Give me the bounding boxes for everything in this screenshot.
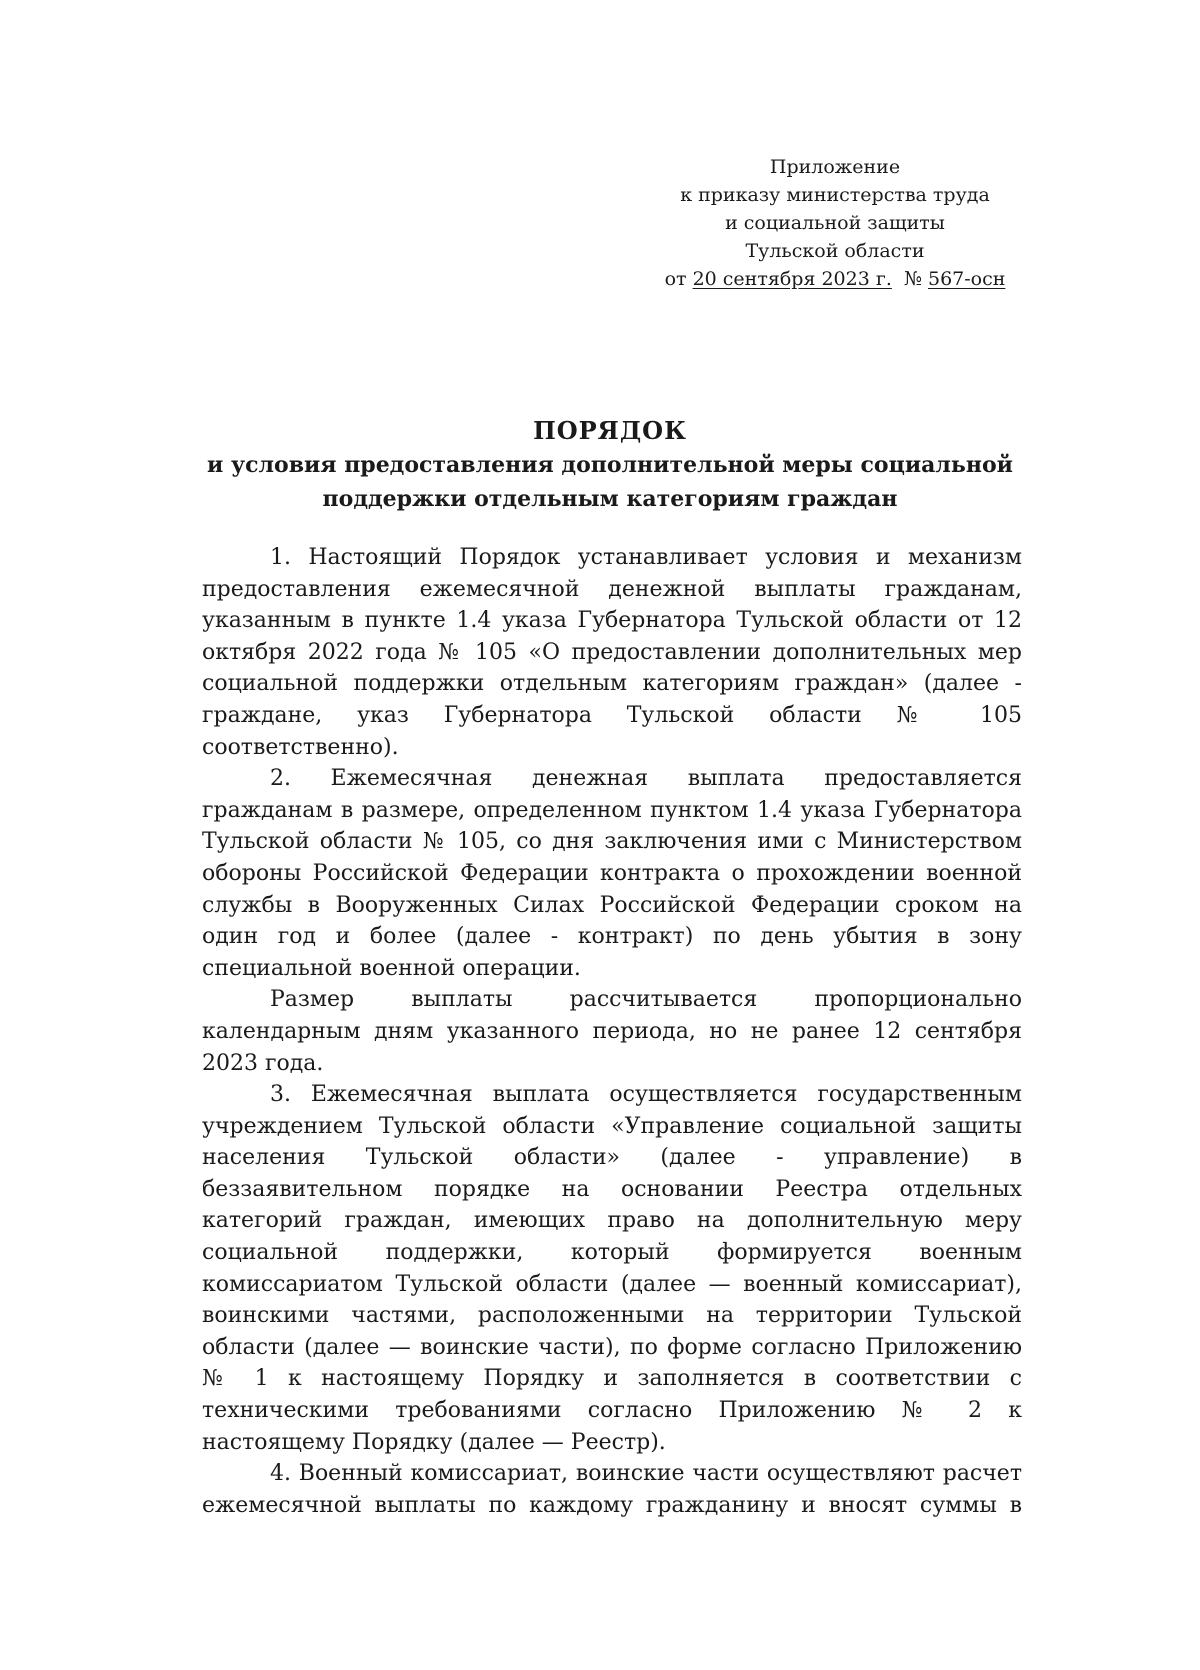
paragraph-2-note: Размер выплаты рассчитывается пропорционально календарным дням указанного периода, но не ранее 12 сентября 2023 года. [202,987,1022,1076]
order-number: 567-осн [927,268,1006,290]
order-date: 20 сентября 2023 г. [692,268,892,290]
document-body [202,542,1022,1521]
number-sign: № [903,268,922,290]
appendix-ministry: и социальной защиты [725,212,945,234]
document-title [180,414,1040,516]
paragraph-1: 1. Настоящий Порядок устанавливает условия и механизм предоставления ежемесячной денежной выплаты гражданам, указанным в пункте 1.4 указа Губернатора Тульской области от 12 октября 2022 года № 105 «О предоставлении дополнительных мер социальной поддержки отдельным категориям граждан» (далее - граждане, указ Губернатора Тульской области № 105 соответственно). [202,545,1022,760]
date-prefix: от [664,268,687,290]
appendix-date-number [650,265,1020,293]
appendix-header [650,153,1020,293]
paragraph-2: 2. Ежемесячная денежная выплата предоставляется гражданам в размере, определенном пунктом 1.4 указа Губернатора Тульской области № 105, со дня заключения ими с Министерством обороны Российской Федерации контракта о прохождении военной службы в Вооруженных Силах Российской Федерации сроком на один год и более (далее - контракт) по день убытия в зону специальной военной операции. [202,766,1022,981]
appendix-order-ref: к приказу министерства труда [680,184,990,206]
paragraph-4: 4. Военный комиссариат, воинские части осуществляют расчет ежемесячной выплаты по каждому гражданину и вносят суммы в [202,1461,1022,1518]
appendix-label: Приложение [769,156,901,178]
paragraph-3: 3. Ежемесячная выплата осуществляется государственным учреждением Тульской области «Управление социальной защиты населения Тульской области» (далее - управление) в беззаявительном порядке на основании Реестра отдельных категорий граждан, имеющих право на дополнительную меру социальной поддержки, который формируется военным комиссариатом Тульской области (далее — военный комиссариат), воинскими частями, расположенными на территории Тульской области (далее — воинские части), по форме согласно Приложению № 1 к настоящему Порядку и заполняется в соответствии с техническими требованиями согласно Приложению № 2 к настоящему Порядку (далее — Реестр). [202,1082,1022,1455]
title-subtitle-line1: и условия предоставления дополнительной меры социальной [207,452,1013,478]
appendix-region: Тульской области [745,240,925,262]
title-main: ПОРЯДОК [533,416,687,445]
title-subtitle-line2: поддержки отдельным категориям граждан [322,486,898,512]
